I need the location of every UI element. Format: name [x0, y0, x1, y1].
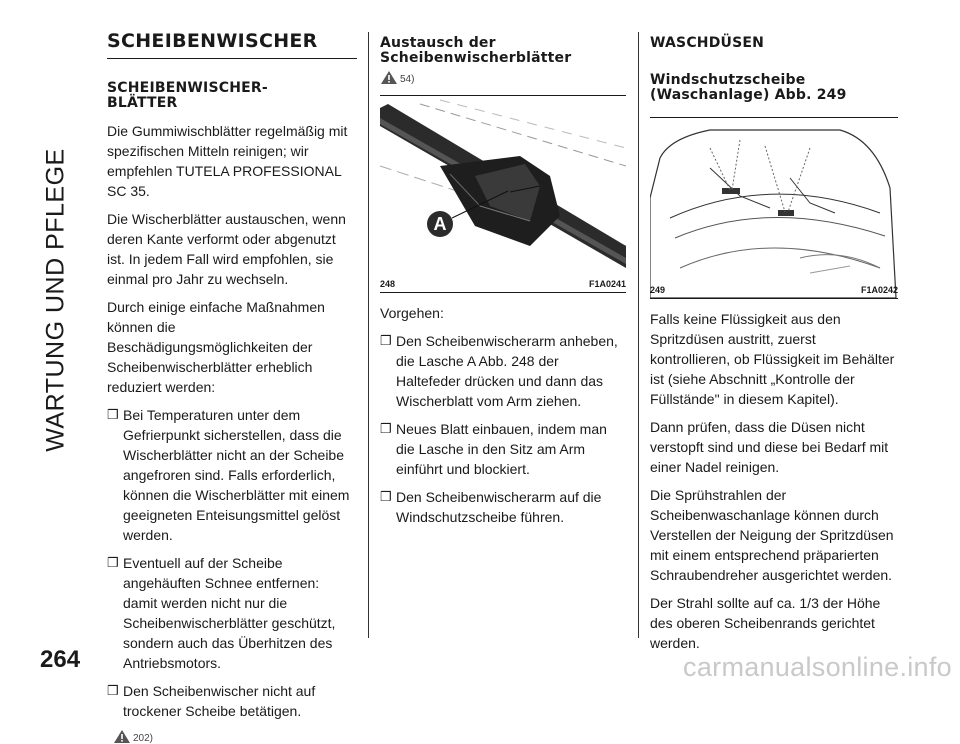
checkbox-bullet-icon: ❒	[107, 555, 119, 570]
windshield-nozzles-illustration	[650, 118, 898, 298]
paragraph: Falls keine Flüssigkeit aus den Spritzdüsen austritt, zuerst kontrollieren, ob Flüssigkeit im Behälter ist (siehe Abschnitt „Kontrolle der Füllstände" in diesem Kapitel).	[650, 311, 895, 407]
checkbox-bullet-icon: ❒	[107, 683, 119, 698]
section-heading-wipers: SCHEIBENWISCHER	[107, 30, 357, 59]
procedure-intro: Vorgehen:	[380, 305, 444, 321]
figure-249	[650, 117, 898, 299]
figure-248	[380, 95, 626, 293]
figure-code: F1A0242	[860, 285, 898, 295]
column-divider-1	[368, 32, 369, 638]
figure-callout-a: A	[433, 214, 447, 234]
list-item	[380, 487, 626, 527]
list-item-text: Eventuell auf der Scheibe angehäuften Schnee entfernen: damit werden nicht nur die Scheibenwischerblätter geschützt, sondern auch das Überhitzen des Antriebsmotors.	[123, 555, 336, 671]
subheading-wiper-blades: SCHEIBENWISCHER- BLÄTTER	[107, 80, 268, 111]
subheading-windshield-washer: Windschutzscheibe (Waschanlage) Abb. 249	[650, 72, 847, 103]
paragraph: Dann prüfen, dass die Düsen nicht verstopft sind und diese bei Bedarf mit einer Nadel reinigen.	[650, 419, 889, 475]
figure-code: F1A0241	[588, 279, 626, 289]
warning-reference-number: 202)	[133, 733, 154, 744]
column-wipers	[107, 30, 357, 744]
wiper-paragraphs	[107, 121, 357, 397]
figure-number: 249	[650, 285, 666, 295]
list-item-text: Neues Blatt einbauen, indem man die Lasche in den Sitz am Arm einführt und blockiert.	[396, 421, 607, 477]
list-item-text: Den Scheibenwischerarm anheben, die Lasche A Abb. 248 der Haltefeder drücken und dann das Wischerblatt vom Arm ziehen.	[396, 333, 618, 409]
subheading-blade-replacement: Austausch der Scheibenwischerblätter	[380, 35, 572, 66]
chapter-side-title-text: WARTUNG UND PFLEGE	[41, 148, 70, 452]
paragraph: Die Wischerblätter austauschen, wenn deren Kante verformt oder abgenutzt ist. In jedem Fall wird empfohlen, sie einmal pro Jahr zu wechseln.	[107, 211, 346, 287]
list-item	[380, 419, 626, 479]
list-item	[107, 553, 357, 673]
warning-reference-number: 54)	[400, 74, 415, 85]
footer-watermark-url: carmanualsonline.info	[683, 652, 952, 682]
page-number: 264	[40, 646, 81, 673]
paragraph: Durch einige einfache Maßnahmen können die Beschädigungsmöglichkeiten der Scheibenwischerblätter erheblich reduziert werden:	[107, 299, 325, 395]
checkbox-bullet-icon: ❒	[380, 489, 392, 504]
list-item	[107, 405, 357, 545]
list-item-text: Den Scheibenwischer nicht auf trockener Scheibe betätigen.	[123, 683, 316, 719]
figure-number: 248	[380, 279, 396, 289]
paragraph: Der Strahl sollte auf ca. 1/3 der Höhe des oberen Scheibenrands gerichtet werden.	[650, 595, 881, 651]
wiper-blade-illustration	[380, 96, 626, 292]
paragraph: Die Sprühstrahlen der Scheibenwaschanlage können durch Verstellen der Neigung der Spritzdüsen mit einem entsprechend präparierten Schraubendreher ausgerichtet werden.	[650, 487, 894, 583]
column-blade-replacement	[380, 30, 626, 535]
warning-triangle-icon	[380, 70, 398, 85]
warning-triangle-icon	[113, 729, 131, 744]
list-item-text: Bei Temperaturen unter dem Gefrierpunkt sicherstellen, dass die Wischerblätter nicht an der Scheibe angefroren sind. Falls erforderlich, können die Wischerblätter mit einem geeigneten Enteisungsmittel gelöst werden.	[123, 407, 350, 543]
list-item	[380, 331, 626, 411]
list-item-text: Den Scheibenwischerarm auf die Windschutzscheibe führen.	[396, 489, 602, 525]
paragraph: Die Gummiwischblätter regelmäßig mit spezifischen Mitteln reinigen; wir empfehlen TUTELA PROFESSIONAL SC 35.	[107, 123, 348, 199]
checkbox-bullet-icon: ❒	[380, 333, 392, 348]
column-divider-2	[638, 32, 639, 638]
warning-reference	[380, 70, 626, 85]
list-item	[107, 681, 357, 721]
washer-paragraphs	[650, 309, 898, 653]
checkbox-bullet-icon: ❒	[107, 407, 119, 422]
column-washer-nozzles	[650, 30, 898, 661]
warning-reference	[113, 729, 357, 744]
section-heading-washer-nozzles: WASCHDÜSEN	[650, 35, 765, 51]
checkbox-bullet-icon: ❒	[380, 421, 392, 436]
